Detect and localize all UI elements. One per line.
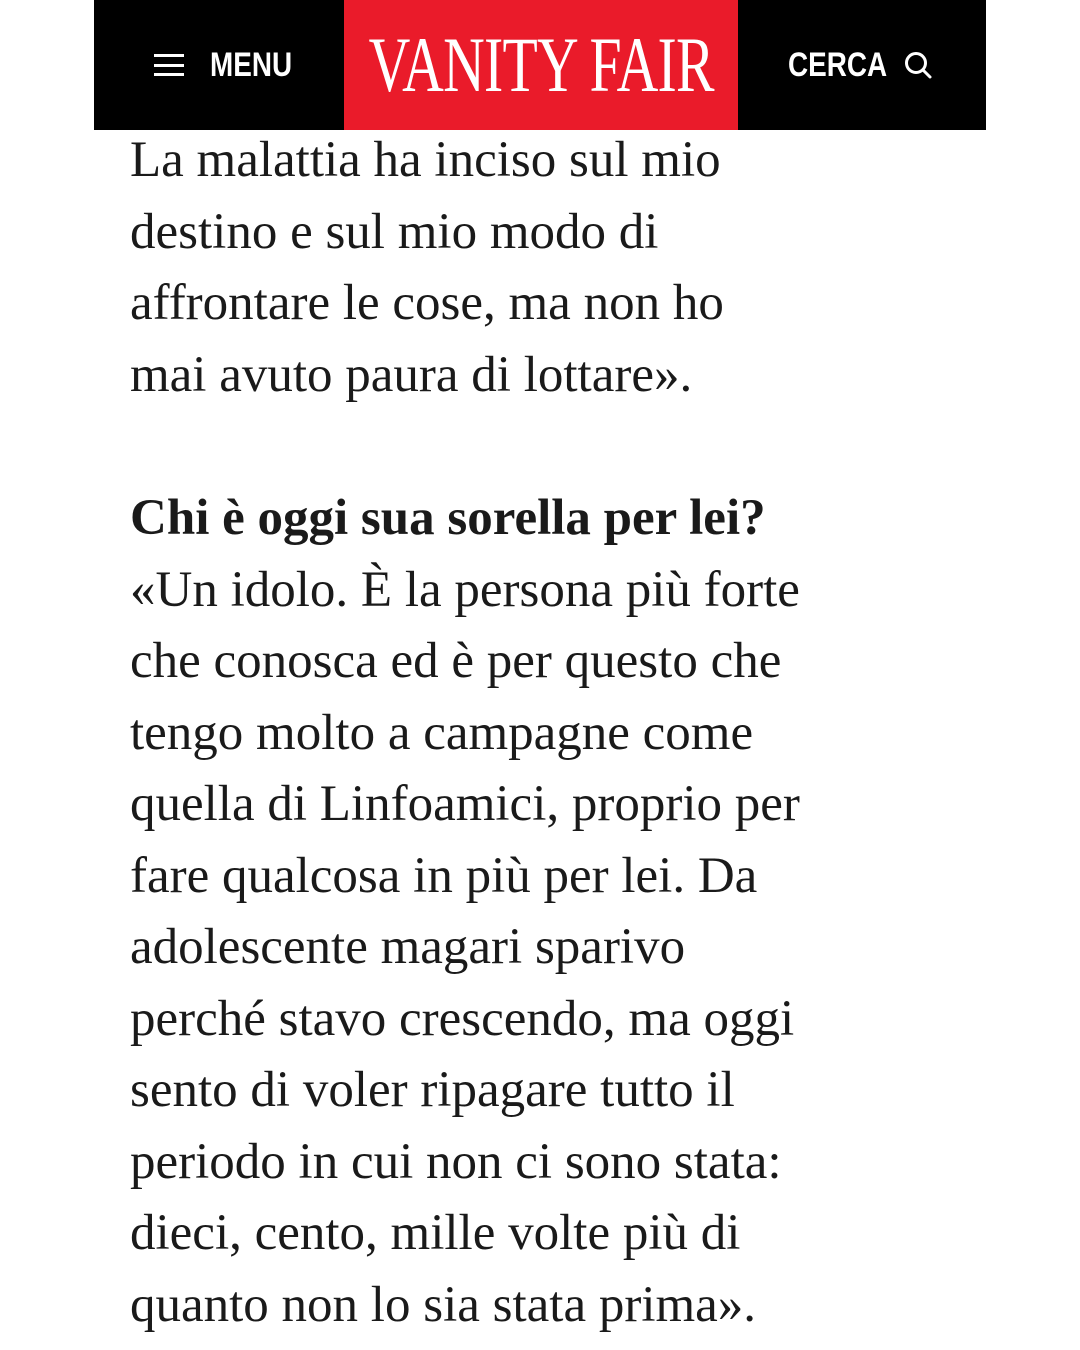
- interview-question: Chi è oggi sua sorella per lei?: [130, 490, 766, 546]
- text-line: La malattia ha inciso sul mio: [130, 132, 721, 188]
- article-body: [130, 125, 1030, 1341]
- interview-answer: [130, 555, 1030, 1342]
- search-icon: [901, 48, 935, 82]
- site-logo[interactable]: [344, 0, 738, 130]
- text-line: destino e sul mio modo di: [130, 203, 659, 260]
- article-paragraph: [130, 125, 1030, 411]
- text-line: periodo in cui non ci sono stata:: [130, 1133, 782, 1190]
- hamburger-icon: [154, 54, 184, 76]
- text-line: tengo molto a campagne come: [130, 704, 754, 761]
- paragraph-spacer: [130, 411, 1030, 483]
- search-label: CERCA: [788, 45, 888, 84]
- menu-label: MENU: [210, 45, 293, 84]
- text-line: adolescente magari sparivo: [130, 919, 686, 975]
- search-button[interactable]: [738, 0, 986, 130]
- text-line: che conosca ed è per questo che: [130, 633, 782, 689]
- logo-text: VANITY FAIR: [368, 21, 714, 108]
- text-line: fare qualcosa in più per lei. Da: [130, 847, 758, 904]
- menu-button[interactable]: [94, 0, 344, 130]
- text-line: quella di Linfoamici, proprio per: [130, 776, 800, 832]
- text-line: affrontare le cose, ma non ho: [130, 275, 724, 331]
- text-line: perché stavo crescendo, ma oggi: [130, 990, 795, 1047]
- text-line: sento di voler ripagare tutto il: [130, 1062, 735, 1118]
- text-line: «Un idolo. È la persona più forte: [130, 561, 800, 618]
- text-line: mai avuto paura di lottare».: [130, 346, 693, 403]
- site-header: [94, 0, 986, 130]
- text-line: quanto non lo sia stata prima».: [130, 1276, 757, 1333]
- text-line: dieci, cento, mille volte più di: [130, 1205, 741, 1261]
